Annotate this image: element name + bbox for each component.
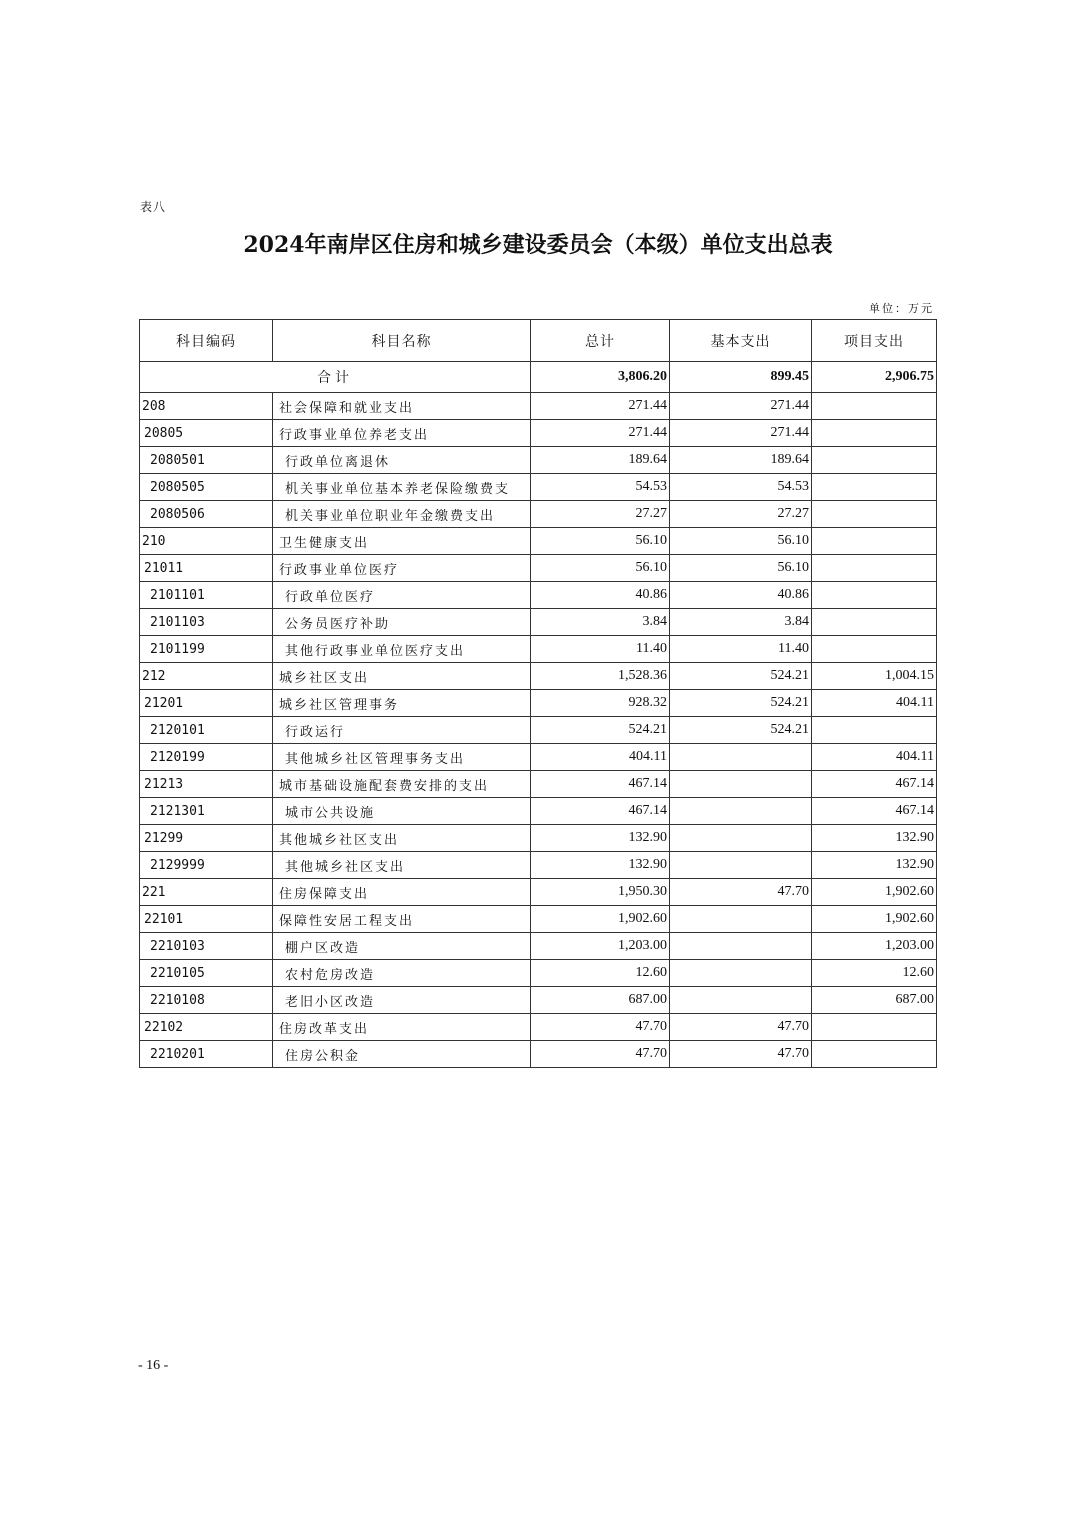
table-row [140, 933, 937, 960]
row-code: 2121301 [140, 798, 273, 825]
row-project [812, 636, 937, 663]
table-row [140, 582, 937, 609]
row-code: 20805 [140, 420, 273, 447]
row-basic [670, 771, 812, 798]
row-project [812, 1041, 937, 1068]
row-code: 212 [140, 663, 273, 690]
row-name: 住房保障支出 [273, 879, 531, 906]
row-project: 1,902.60 [812, 906, 937, 933]
row-basic: 27.27 [670, 501, 812, 528]
row-code: 210 [140, 528, 273, 555]
header-total: 总计 [531, 320, 670, 362]
row-code: 22101 [140, 906, 273, 933]
row-project: 404.11 [812, 744, 937, 771]
page-number: - 16 - [138, 1358, 169, 1373]
row-name: 机关事业单位基本养老保险缴费支 [273, 474, 531, 501]
row-name: 城乡社区管理事务 [273, 690, 531, 717]
row-basic: 271.44 [670, 420, 812, 447]
table-row [140, 1041, 937, 1068]
table-row [140, 906, 937, 933]
table-row [140, 1014, 937, 1041]
table-row [140, 798, 937, 825]
table-row [140, 420, 937, 447]
row-name: 城市基础设施配套费安排的支出 [273, 771, 531, 798]
row-project: 1,004.15 [812, 663, 937, 690]
row-code: 2120101 [140, 717, 273, 744]
header-project: 项目支出 [812, 320, 937, 362]
row-name: 行政运行 [273, 717, 531, 744]
row-basic: 56.10 [670, 555, 812, 582]
row-basic: 47.70 [670, 1014, 812, 1041]
total-basic: 899.45 [670, 362, 812, 393]
row-name: 行政事业单位医疗 [273, 555, 531, 582]
row-total: 12.60 [531, 960, 670, 987]
table-row [140, 636, 937, 663]
row-code: 22102 [140, 1014, 273, 1041]
row-basic [670, 852, 812, 879]
table-row [140, 717, 937, 744]
row-name: 住房改革支出 [273, 1014, 531, 1041]
row-project [812, 420, 937, 447]
row-basic [670, 744, 812, 771]
row-name: 行政单位医疗 [273, 582, 531, 609]
row-project [812, 717, 937, 744]
table-row [140, 501, 937, 528]
row-code: 2129999 [140, 852, 273, 879]
header-name: 科目名称 [273, 320, 531, 362]
row-name: 城乡社区支出 [273, 663, 531, 690]
row-name: 其他城乡社区支出 [273, 825, 531, 852]
row-basic: 524.21 [670, 717, 812, 744]
table-row [140, 825, 937, 852]
row-total: 56.10 [531, 528, 670, 555]
row-name: 卫生健康支出 [273, 528, 531, 555]
table-row [140, 987, 937, 1014]
total-project: 2,906.75 [812, 362, 937, 393]
row-project: 1,203.00 [812, 933, 937, 960]
row-basic: 524.21 [670, 663, 812, 690]
table-row [140, 879, 937, 906]
row-project: 687.00 [812, 987, 937, 1014]
row-project [812, 609, 937, 636]
table-row [140, 771, 937, 798]
row-name: 其他城乡社区管理事务支出 [273, 744, 531, 771]
row-basic [670, 933, 812, 960]
page-title: 2024年南岸区住房和城乡建设委员会（本级）单位支出总表 [243, 232, 833, 258]
row-total: 40.86 [531, 582, 670, 609]
expenditure-table [139, 319, 937, 1068]
row-code: 21201 [140, 690, 273, 717]
row-total: 11.40 [531, 636, 670, 663]
row-name: 住房公积金 [273, 1041, 531, 1068]
row-basic [670, 825, 812, 852]
total-label: 合计 [140, 362, 531, 393]
table-row [140, 393, 937, 420]
row-total: 47.70 [531, 1014, 670, 1041]
row-name: 行政事业单位养老支出 [273, 420, 531, 447]
row-total: 27.27 [531, 501, 670, 528]
total-row [140, 362, 937, 393]
row-project [812, 474, 937, 501]
row-total: 3.84 [531, 609, 670, 636]
row-name: 公务员医疗补助 [273, 609, 531, 636]
row-basic: 3.84 [670, 609, 812, 636]
row-code: 2101103 [140, 609, 273, 636]
row-total: 1,950.30 [531, 879, 670, 906]
row-basic: 56.10 [670, 528, 812, 555]
row-project [812, 528, 937, 555]
total-sum: 3,806.20 [531, 362, 670, 393]
row-name: 老旧小区改造 [273, 987, 531, 1014]
row-code: 2080506 [140, 501, 273, 528]
row-code: 21299 [140, 825, 273, 852]
row-basic: 47.70 [670, 1041, 812, 1068]
row-total: 56.10 [531, 555, 670, 582]
row-project: 404.11 [812, 690, 937, 717]
table-row [140, 744, 937, 771]
row-code: 2080501 [140, 447, 273, 474]
header-code: 科目编码 [140, 320, 273, 362]
row-total: 271.44 [531, 393, 670, 420]
row-code: 2120199 [140, 744, 273, 771]
table-row [140, 852, 937, 879]
row-code: 2101101 [140, 582, 273, 609]
row-project [812, 1014, 937, 1041]
row-project: 12.60 [812, 960, 937, 987]
row-total: 271.44 [531, 420, 670, 447]
row-code: 221 [140, 879, 273, 906]
row-basic [670, 906, 812, 933]
row-total: 928.32 [531, 690, 670, 717]
row-project: 1,902.60 [812, 879, 937, 906]
table-row [140, 690, 937, 717]
table-row [140, 663, 937, 690]
row-project: 132.90 [812, 825, 937, 852]
row-code: 21011 [140, 555, 273, 582]
unit-label: 单位：万元 [869, 302, 934, 315]
row-basic: 271.44 [670, 393, 812, 420]
table-row [140, 609, 937, 636]
row-code: 2101199 [140, 636, 273, 663]
row-name: 保障性安居工程支出 [273, 906, 531, 933]
row-total: 1,528.36 [531, 663, 670, 690]
row-basic: 40.86 [670, 582, 812, 609]
row-project: 467.14 [812, 798, 937, 825]
row-project: 467.14 [812, 771, 937, 798]
row-total: 1,203.00 [531, 933, 670, 960]
row-project [812, 501, 937, 528]
row-total: 132.90 [531, 852, 670, 879]
row-name: 其他城乡社区支出 [273, 852, 531, 879]
row-project [812, 582, 937, 609]
row-basic: 54.53 [670, 474, 812, 501]
row-code: 2210108 [140, 987, 273, 1014]
row-basic: 189.64 [670, 447, 812, 474]
row-name: 机关事业单位职业年金缴费支出 [273, 501, 531, 528]
row-total: 687.00 [531, 987, 670, 1014]
row-name: 棚户区改造 [273, 933, 531, 960]
header-basic: 基本支出 [670, 320, 812, 362]
table-label: 表八 [140, 200, 167, 214]
header-row [140, 320, 937, 362]
row-basic [670, 987, 812, 1014]
row-name: 城市公共设施 [273, 798, 531, 825]
row-name: 行政单位离退休 [273, 447, 531, 474]
row-name: 农村危房改造 [273, 960, 531, 987]
row-basic [670, 798, 812, 825]
row-project [812, 555, 937, 582]
row-total: 404.11 [531, 744, 670, 771]
row-total: 467.14 [531, 798, 670, 825]
table-row [140, 960, 937, 987]
row-code: 2210201 [140, 1041, 273, 1068]
table-row [140, 447, 937, 474]
table-row [140, 474, 937, 501]
row-basic: 524.21 [670, 690, 812, 717]
row-total: 524.21 [531, 717, 670, 744]
row-code: 21213 [140, 771, 273, 798]
row-total: 189.64 [531, 447, 670, 474]
table-row [140, 555, 937, 582]
row-code: 2210105 [140, 960, 273, 987]
row-total: 467.14 [531, 771, 670, 798]
row-total: 1,902.60 [531, 906, 670, 933]
row-code: 2210103 [140, 933, 273, 960]
row-name: 其他行政事业单位医疗支出 [273, 636, 531, 663]
row-basic: 11.40 [670, 636, 812, 663]
row-total: 132.90 [531, 825, 670, 852]
row-name: 社会保障和就业支出 [273, 393, 531, 420]
row-project [812, 447, 937, 474]
row-total: 54.53 [531, 474, 670, 501]
row-project [812, 393, 937, 420]
table-row [140, 528, 937, 555]
row-total: 47.70 [531, 1041, 670, 1068]
row-basic: 47.70 [670, 879, 812, 906]
row-code: 208 [140, 393, 273, 420]
row-project: 132.90 [812, 852, 937, 879]
row-code: 2080505 [140, 474, 273, 501]
row-basic [670, 960, 812, 987]
